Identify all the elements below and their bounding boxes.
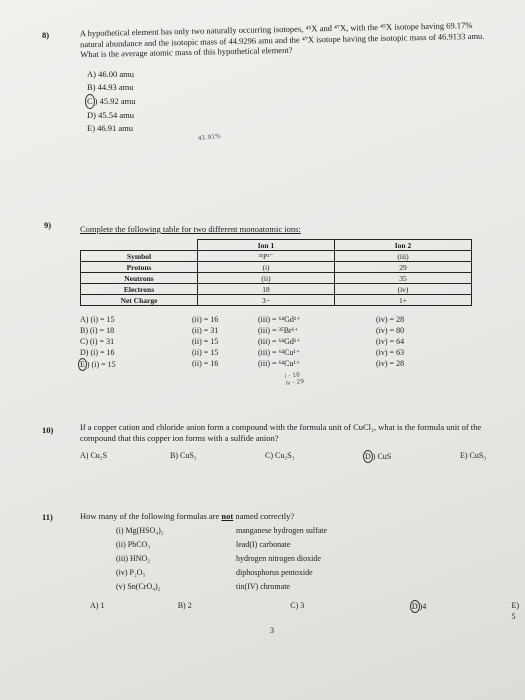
question-8-number: 8) xyxy=(42,30,50,40)
question-9-stem: Complete the following table for two different monoatomic ions: xyxy=(80,224,301,234)
answer-circle-mark: E xyxy=(80,360,85,369)
question-10-options xyxy=(80,450,486,463)
row-label-electrons: Electrons xyxy=(81,284,198,295)
question-11-stem: How many of the following formulas are not named correctly? xyxy=(80,511,295,521)
q9-option-e[interactable]: E ) (i) = 15 (ii) = 16 (iii) = ⁶⁴Cu¹⁺ (iv) = 28 xyxy=(80,359,405,369)
question-10-number: 10) xyxy=(42,425,54,435)
page-number: 3 xyxy=(270,626,274,635)
q10-option-d[interactable]: D ) CuS xyxy=(365,452,392,461)
question-9-options xyxy=(80,314,404,371)
q9-option-c[interactable]: C) (i) = 31 (ii) = 15 (iii) = ⁶⁴Gd¹⁺ (iv) = 64 xyxy=(80,337,405,346)
q8-option-a[interactable]: A) 46.00 amu xyxy=(87,69,134,79)
cell-symbol-ion2: (iii) xyxy=(335,251,472,262)
question-8-stem: A hypothetical element has only two naturally occurring isotopes, ⁴⁵X and ⁴⁷X, with the ⁴⁵X isotope having 69.17% natural abundance and the isotopic mass of 44.9296 amu and the ⁴⁷X isotope having the isotopic mass of 46.9133 amu. What is the average atomic mass of this hypothetical element? xyxy=(79,20,485,60)
question-11-options xyxy=(90,600,525,622)
formula-item: (iii) HNO₂ xyxy=(116,554,151,563)
formula-item: (iv) P₂O₅ xyxy=(116,568,146,577)
cell-protons-ion1: (i) xyxy=(198,262,335,273)
formula-item: (ii) PbCO₃ xyxy=(116,540,151,549)
cell-charge-ion1: 3− xyxy=(198,295,335,306)
q10-option-e[interactable]: E) CuS₃ xyxy=(460,451,487,460)
q11-option-c[interactable]: C) 3 xyxy=(290,601,305,610)
cell-symbol-ion1: ³¹P³⁻ xyxy=(198,251,335,262)
ion-table xyxy=(80,239,472,306)
q8-handwritten-note: 41.91% xyxy=(197,132,222,143)
cell-protons-ion2: 29 xyxy=(335,262,472,273)
question-10-stem: If a copper cation and chloride anion form a compound with the formula unit of CuCl₂, what is the formula unit of the compound that this copper ion forms with a sulfide anion? xyxy=(80,422,482,443)
cell-electrons-ion1: 18 xyxy=(198,284,335,295)
cell-neutrons-ion2: 35 xyxy=(335,273,472,284)
q9-handwritten-note: i - 18 iv - 29 xyxy=(284,371,305,387)
cell-charge-ion2: 1+ xyxy=(335,295,472,306)
name-list xyxy=(236,524,327,594)
answer-circle-mark: C xyxy=(85,94,95,109)
q8-option-e[interactable]: E) 46.91 amu xyxy=(87,123,134,133)
table-header-ion2: Ion 2 xyxy=(335,240,472,251)
q10-option-c[interactable]: C) Cu₂S₃ xyxy=(265,451,295,460)
cell-neutrons-ion1: (ii) xyxy=(198,273,335,284)
question-11-number: 11) xyxy=(42,512,53,522)
q10-option-b[interactable]: B) CuS₂ xyxy=(170,451,197,460)
q8-option-c[interactable]: C ) 45.92 amu xyxy=(87,94,136,109)
table-header-ion1: Ion 1 xyxy=(198,240,335,251)
row-label-net-charge: Net Charge xyxy=(81,295,198,306)
name-item: lead(I) carbonate xyxy=(236,540,291,549)
formula-item: (v) Sn(CrO₄)₂ xyxy=(116,582,161,591)
answer-circle-mark: D xyxy=(411,602,418,611)
q9-option-a[interactable]: A) (i) = 15 (ii) = 16 (iii) = ⁶⁴Gd¹⁺ (iv) = 28 xyxy=(80,315,405,324)
q11-option-b[interactable]: B) 2 xyxy=(177,601,192,610)
row-label-neutrons: Neutrons xyxy=(81,273,198,284)
q8-option-b[interactable]: B) 44.93 amu xyxy=(87,82,134,92)
q9-option-d[interactable]: D) (i) = 16 (ii) = 15 (iii) = ⁶⁴Cu¹⁺ (iv) = 63 xyxy=(80,348,405,357)
q9-option-b[interactable]: B) (i) = 18 (ii) = 31 (iii) = ³⁵Br¹⁺ (iv) = 80 xyxy=(80,326,405,335)
name-item: hydrogen nitrogen dioxide xyxy=(236,554,321,563)
formula-item: (i) Mg(HSO₄)₂ xyxy=(116,526,164,535)
answer-circle-mark: D xyxy=(365,452,371,461)
q11-option-d[interactable]: D )4 xyxy=(411,602,427,611)
formula-list xyxy=(116,524,164,594)
row-label-symbol: Symbol xyxy=(81,251,198,262)
q11-option-a[interactable]: A) 1 xyxy=(90,601,105,610)
question-8-options xyxy=(87,68,136,135)
q10-option-a[interactable]: A) Cu₂S xyxy=(80,451,108,460)
ion-table-wrapper xyxy=(80,239,472,306)
name-item: manganese hydrogen sulfate xyxy=(236,526,328,535)
cell-electrons-ion2: (iv) xyxy=(335,284,472,295)
name-item: diphosphorus pentoxide xyxy=(236,568,313,577)
q8-option-d[interactable]: D) 45.54 amu xyxy=(87,110,134,120)
row-label-protons: Protons xyxy=(81,262,198,273)
question-9-number: 9) xyxy=(44,220,52,230)
q11-option-e[interactable]: E) 5 xyxy=(511,601,520,621)
name-item: tin(IV) chromate xyxy=(236,582,290,591)
